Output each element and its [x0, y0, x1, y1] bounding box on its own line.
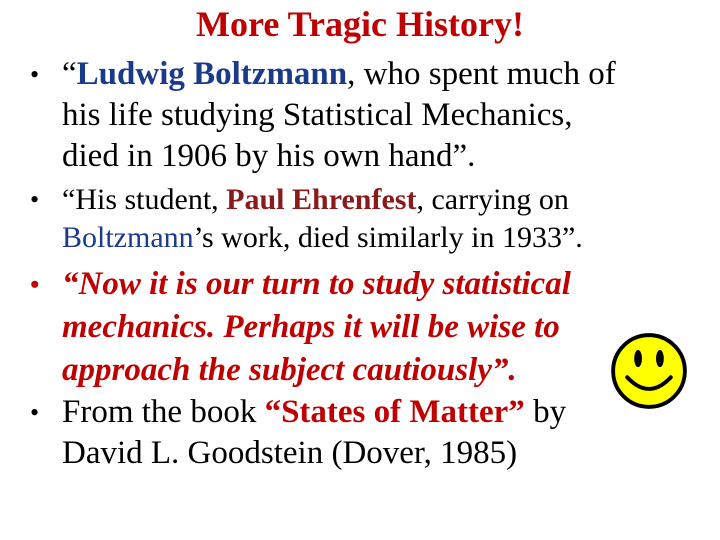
smiley-face: [613, 335, 685, 407]
bullet-line: [62, 54, 716, 95]
bullet-ehrenfest: [26, 181, 716, 257]
bullet-line: [62, 219, 716, 257]
bullet-boltzmann: [26, 54, 716, 177]
bullet-line: [62, 181, 716, 219]
name-boltzmann-2: Boltzmann: [62, 221, 194, 254]
bullet-text: ’s work, died similarly in 1933”.: [193, 221, 583, 254]
bullet-text: , carrying on: [416, 183, 569, 216]
bullet-line: his life studying Statistical Mechanics,: [62, 97, 573, 133]
bullet-dot: •: [30, 60, 40, 89]
smiley-left-eye: [634, 350, 642, 367]
name-ehrenfest: Paul Ehrenfest: [226, 183, 417, 216]
bullet-line: died in 1906 by his own hand”.: [62, 138, 476, 174]
bullet-dot: •: [30, 398, 40, 427]
smiley-right-eye: [656, 350, 664, 367]
quote-line: mechanics. Perhaps it will be wise to: [62, 309, 560, 345]
slide-title: More Tragic History!: [196, 4, 524, 44]
bullet-dot: •: [30, 270, 40, 299]
quote-line: approach the subject cautiously”.: [62, 352, 517, 388]
name-boltzmann: Ludwig Boltzmann: [76, 56, 348, 92]
bullet-text: “His student,: [62, 183, 227, 216]
bullet-text: From the book: [62, 394, 265, 430]
quote-line: “Now it is our turn to study statistical: [62, 266, 571, 302]
open-quote: “: [62, 56, 77, 92]
book-title: “States of Matter”: [264, 394, 525, 430]
bullet-list: [26, 54, 716, 474]
bullet-dot: •: [30, 185, 40, 214]
bullet-text: by: [524, 394, 567, 430]
bullet-line: David L. Goodstein (Dover, 1985): [62, 435, 518, 471]
bullet-text: , who spent much of: [347, 56, 616, 92]
smiley-face-icon: [610, 332, 688, 410]
